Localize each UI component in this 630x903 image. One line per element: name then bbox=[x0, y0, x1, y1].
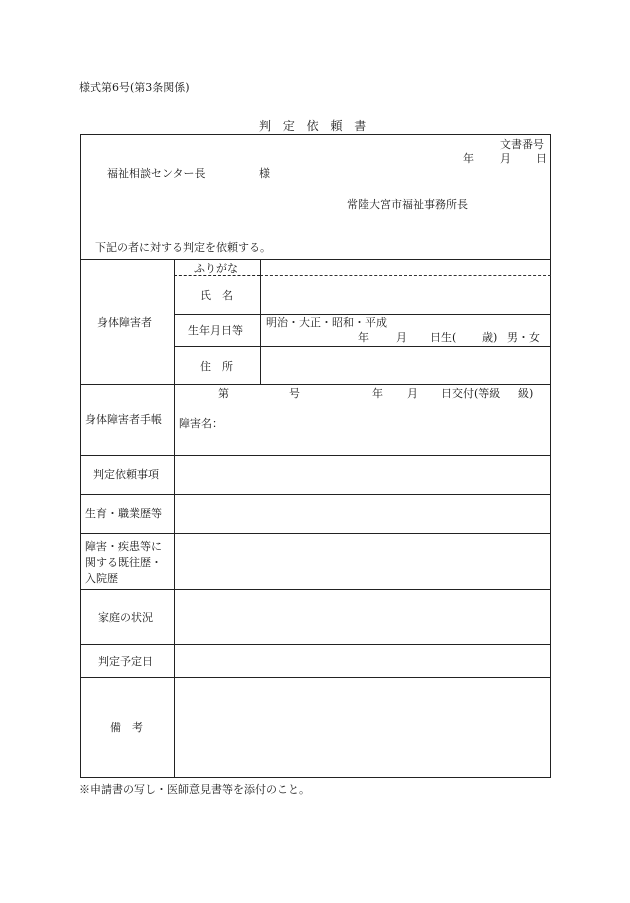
handbook-label: 身体障害者手帳 bbox=[85, 413, 162, 426]
furigana-field[interactable] bbox=[262, 261, 549, 274]
grade-suffix: 級) bbox=[518, 387, 534, 400]
history-label: 生育・職業歴等 bbox=[85, 507, 162, 520]
remarks-field[interactable] bbox=[176, 679, 550, 777]
schedule-field[interactable] bbox=[176, 646, 550, 676]
date-year-label: 年 bbox=[463, 152, 474, 165]
schedule-label: 判定予定日 bbox=[98, 655, 153, 668]
issue-day-label: 日交付(等級 bbox=[441, 387, 501, 400]
history-field[interactable] bbox=[176, 496, 550, 532]
issue-year-label: 年 bbox=[372, 387, 383, 400]
doc-number-label: 文書番号 bbox=[500, 138, 544, 151]
birthdate-label: 生年月日等 bbox=[188, 324, 243, 337]
furigana-label: ふりがな bbox=[194, 262, 238, 275]
name-label: 氏 名 bbox=[200, 289, 233, 302]
document-title: 判 定 依 頼 書 bbox=[259, 119, 371, 133]
date-day-label: 日 bbox=[536, 152, 547, 165]
birth-month-label: 月 bbox=[396, 331, 407, 344]
disability-label: 障害名： bbox=[179, 417, 223, 430]
request-items-label: 判定依頼事項 bbox=[93, 468, 159, 481]
name-field[interactable] bbox=[262, 277, 549, 313]
form-number: 様式第6号(第3条関係) bbox=[79, 81, 190, 94]
request-items-field[interactable] bbox=[176, 457, 550, 493]
footnote: ※申請書の写し・医師意見書等を添付のこと。 bbox=[79, 783, 310, 796]
issue-month-label: 月 bbox=[407, 387, 418, 400]
birth-year-label: 年 bbox=[358, 331, 369, 344]
remarks-label: 備 考 bbox=[110, 721, 143, 734]
medical-history-label: 障害・疾患等に関する既往歴・入院歴 bbox=[85, 540, 162, 585]
honorific: 様 bbox=[259, 167, 270, 180]
birth-day-label: 日生( bbox=[430, 331, 457, 344]
family-field[interactable] bbox=[176, 591, 550, 643]
family-label: 家庭の状況 bbox=[98, 611, 153, 624]
person-section-label: 身体障害者 bbox=[97, 316, 152, 329]
sender: 常陸大宮市福祉事務所長 bbox=[347, 198, 468, 211]
date-month-label: 月 bbox=[500, 152, 511, 165]
handbook-number-prefix: 第 bbox=[218, 387, 229, 400]
era-options[interactable]: 明治・大正・昭和・平成 bbox=[266, 316, 387, 329]
age-label: 歳) bbox=[482, 331, 498, 344]
addressee: 福祉相談センター長 bbox=[107, 167, 206, 180]
sex-options[interactable]: 男・女 bbox=[507, 331, 540, 344]
address-label: 住 所 bbox=[200, 360, 233, 373]
request-text: 下記の者に対する判定を依頼する。 bbox=[95, 241, 271, 254]
address-field[interactable] bbox=[262, 348, 549, 383]
handbook-number-suffix: 号 bbox=[289, 387, 300, 400]
medical-history-field[interactable] bbox=[176, 535, 550, 588]
